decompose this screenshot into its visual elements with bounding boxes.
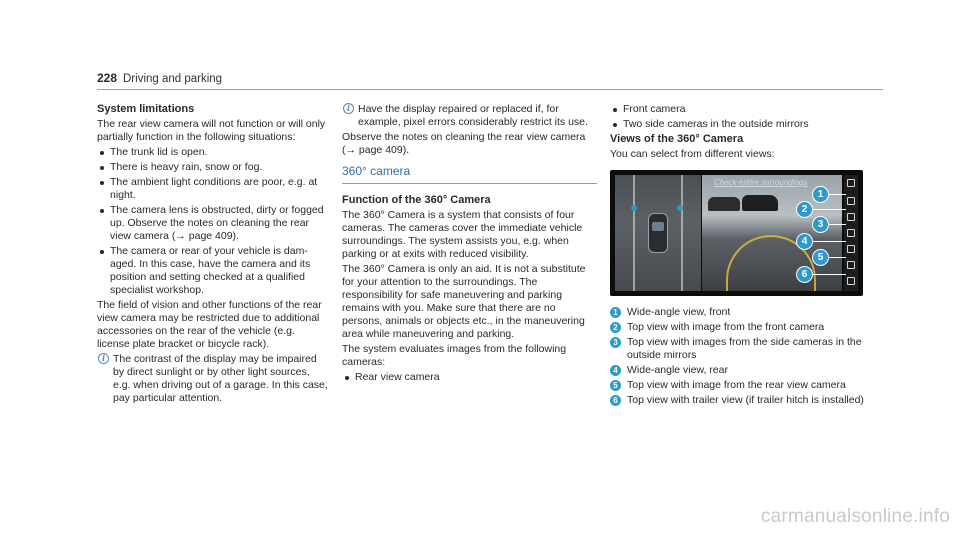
system-limitations-heading: System limitations (97, 103, 195, 115)
callout-line (828, 194, 846, 195)
callout-5: 5 (812, 249, 829, 266)
function-paragraph-2: The 360° Camera is only an aid. It is not a substitute for your attention to the surroundings. The responsibility for safe maneuvering and parking remains with you. Make sure that there are no persons, animals or objects etc., in the maneuvering area while maneuvering and parking. (342, 263, 586, 340)
column-1 (97, 103, 329, 407)
function-paragraph-1: The 360° Camera is a system that consists of four cameras. The cameras cover the immediate vehicle surroundings. The system assists you, e.g. when parking or at exits with reduced visibility. (342, 209, 583, 260)
view-icon (847, 213, 855, 221)
legend-number: 5 (610, 380, 621, 391)
legend-item (610, 379, 865, 392)
column-2 (342, 103, 597, 386)
legend-text: Top view with image from the rear view camera (627, 379, 846, 391)
legend-text: Top view with images from the side cameras in the outside mirrors (627, 336, 862, 361)
callout-3: 3 (812, 216, 829, 233)
function-paragraph-3: The system evaluates images from the following cameras: (342, 343, 567, 368)
callout-line (812, 209, 846, 210)
views-intro: You can select from different views: (610, 148, 775, 160)
column-3 (610, 103, 865, 409)
callout-line (812, 241, 846, 242)
callout-line (828, 257, 846, 258)
watermark: carmanualsonline.info (760, 506, 950, 527)
page-number: 228 (97, 71, 118, 85)
view-icon (847, 277, 855, 285)
legend-item (610, 321, 865, 334)
legend-number: 1 (610, 307, 621, 318)
legend-item (610, 364, 865, 377)
list-item: Two side cameras in the outside mirrors (610, 118, 865, 131)
legend-item (610, 306, 865, 319)
figure-caption: Check entire surroundings (714, 178, 808, 187)
list-item: The trunk lid is open. (97, 146, 329, 159)
view-icon (847, 229, 855, 237)
vehicle-windshield (652, 222, 664, 231)
legend-text: Wide-angle view, front (627, 306, 731, 318)
camera-views-figure (610, 170, 863, 296)
view-selector (844, 175, 858, 291)
top-view-panel (615, 175, 701, 291)
views-heading: Views of the 360° Camera (610, 133, 744, 145)
function-heading: Function of the 360° Camera (342, 194, 491, 206)
limitations-intro: The rear view camera will not function or will only partially function in the following situations: (97, 118, 326, 143)
callout-1: 1 (812, 186, 829, 203)
camera-list (342, 371, 597, 384)
section-name: Driving and parking (123, 73, 223, 85)
camera-list-continued (610, 103, 865, 131)
legend-text: Top view with trailer view (if trailer hitch is installed) (627, 394, 864, 406)
info-icon: i (98, 353, 109, 364)
view-icon (847, 245, 855, 253)
callout-6: 6 (796, 266, 813, 283)
legend-number: 3 (610, 337, 621, 348)
display-note (342, 103, 597, 129)
cleaning-paragraph: Observe the notes on cleaning the rear view camera (→ page 409). (342, 131, 586, 156)
view-icon (847, 197, 855, 205)
section-title-360-camera: 360° camera (342, 165, 597, 184)
legend-text: Top view with image from the front camera (627, 321, 825, 333)
parked-car (708, 197, 740, 211)
figure-legend (610, 306, 865, 407)
list-item: Front camera (610, 103, 865, 116)
accessories-paragraph: The field of vision and other functions of the rear view camera may be restricted due to additional accessories on the rear of the vehicle (e.g. license plate bracket or bicycle rack). (97, 299, 322, 350)
limitations-list (97, 146, 329, 297)
lane-marking (681, 175, 683, 291)
callout-2: 2 (796, 201, 813, 218)
legend-item (610, 394, 865, 407)
vehicle-top-view (648, 213, 668, 253)
legend-number: 2 (610, 322, 621, 333)
lane-marking (633, 175, 635, 291)
list-item: The camera or rear of your vehicle is damaged. In this case, have the camera and its position and setting checked at a qualified specialist workshop. (97, 245, 329, 297)
sensor-marker (677, 205, 683, 211)
callout-line (812, 274, 846, 275)
callout-4: 4 (796, 233, 813, 250)
list-item: Rear view camera (342, 371, 597, 384)
legend-number: 6 (610, 395, 621, 406)
list-item: There is heavy rain, snow or fog. (97, 161, 329, 174)
note-text: The contrast of the display may be impaired by direct sunlight or by other light sources, e.g. when driving out of a garage. In this case, pay particular attention. (113, 353, 328, 404)
parked-car (742, 195, 778, 211)
info-icon: i (343, 103, 354, 114)
page-header (97, 72, 883, 90)
note-text: Have the display repaired or replaced if, for example, pixel errors considerably restrict its use. (358, 103, 588, 128)
legend-text: Wide-angle view, rear (627, 364, 728, 376)
contrast-note (97, 353, 329, 405)
legend-item (610, 336, 865, 362)
view-icon (847, 261, 855, 269)
view-icon (847, 179, 855, 187)
list-item: The camera lens is obstructed, dirty or fogged up. Observe the notes on cleaning the rear view camera (→ page 409). (97, 204, 329, 243)
list-item: The ambient light conditions are poor, e.g. at night. (97, 176, 329, 202)
sensor-marker (631, 205, 637, 211)
legend-number: 4 (610, 365, 621, 376)
callout-line (828, 224, 846, 225)
